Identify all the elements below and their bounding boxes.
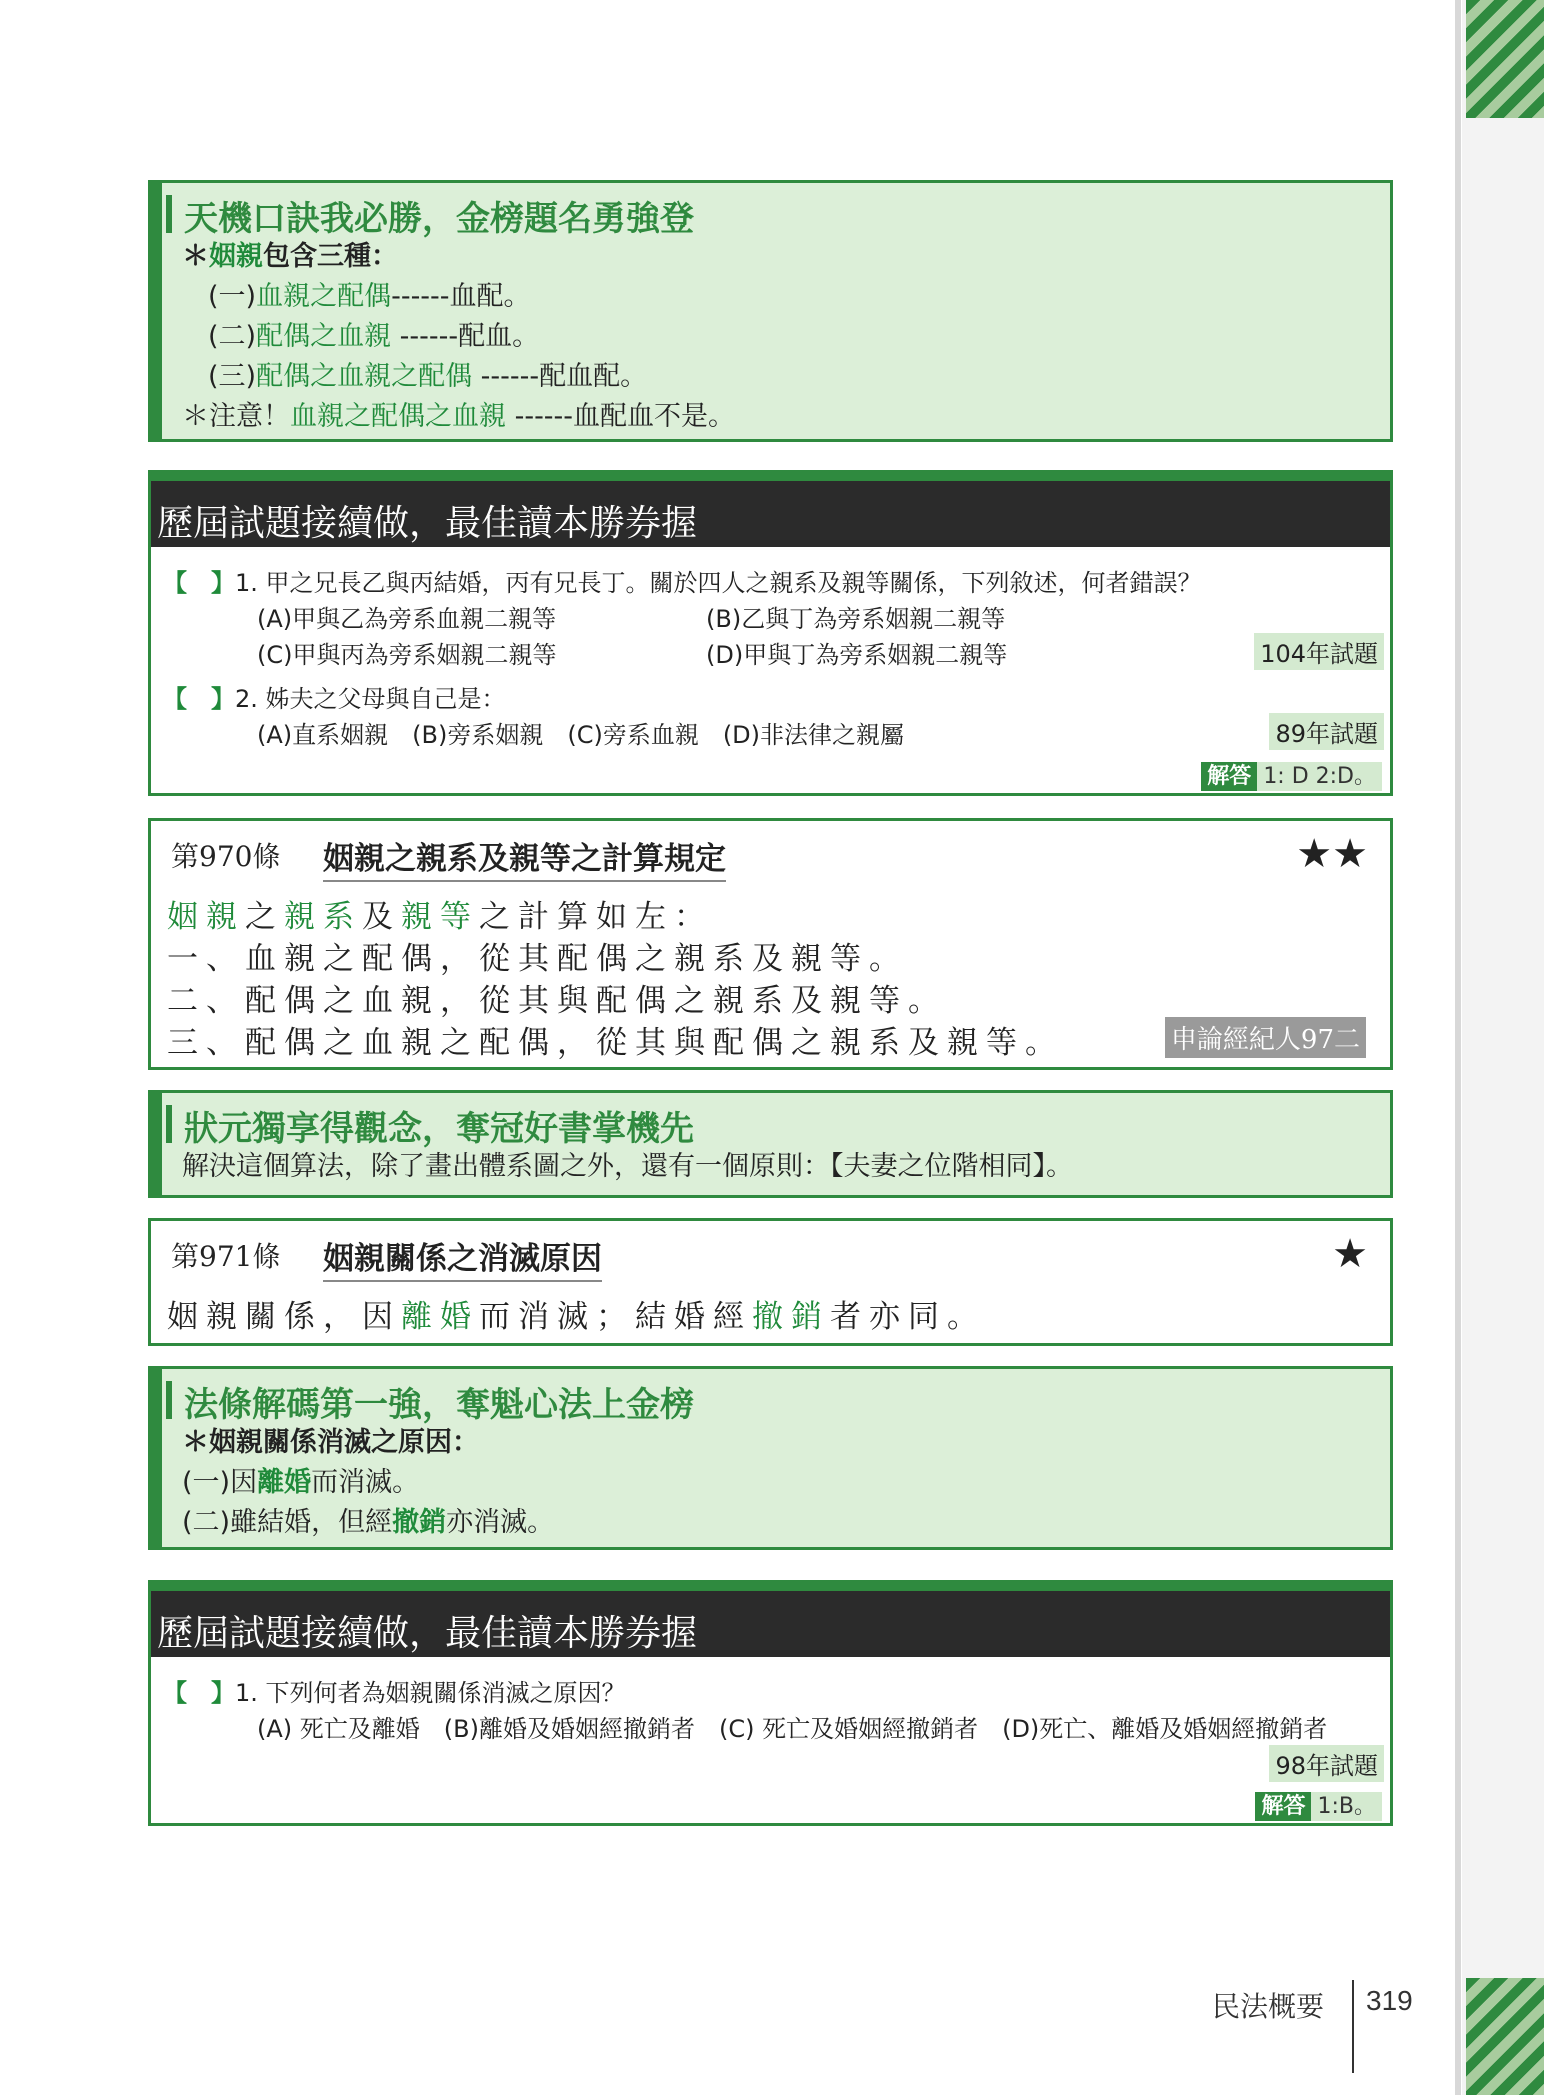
article-title: 姻親關係之消滅原因	[323, 1233, 602, 1282]
tip-line: (一)血親之配偶------血配。	[208, 281, 531, 312]
exam-year-badge: 98年試題	[1269, 1745, 1384, 1782]
article-line-1: 姻親之親系及親等之計算如左：	[167, 899, 713, 935]
article-number: 第970條	[171, 840, 281, 873]
exam-question-box-2	[148, 1580, 1393, 1826]
article-971-box	[148, 1218, 1393, 1346]
article-970-box	[148, 818, 1393, 1070]
footer-divider	[1352, 1980, 1354, 2073]
thumb-tab-top	[1466, 0, 1544, 118]
article-title: 姻親之親系及親等之計算規定	[323, 833, 726, 882]
tip-line: (二)雖結婚，但經撤銷亦消滅。	[182, 1507, 555, 1538]
article-line-2: 一、血親之配偶，從其配偶之親系及親等。	[167, 941, 908, 977]
tip-title: 狀元獨享得觀念，奪冠好書掌機先	[162, 1101, 694, 1150]
answer-key	[1201, 759, 1382, 790]
answer-tag: 解答	[1201, 762, 1257, 791]
exam-box-header	[151, 473, 1390, 547]
option-c: (C)甲與丙為旁系姻親二親等	[257, 641, 557, 669]
page-number: 319	[1366, 1985, 1413, 2016]
article-number: 第971條	[171, 1240, 281, 1273]
exam-box-heading: 歷屆試題接續做，最佳讀本勝券握	[157, 1613, 698, 1654]
answer-key	[1255, 1789, 1382, 1820]
tip-box-kinship-types	[148, 180, 1393, 442]
tip-line: ＊姻親包含三種：	[182, 241, 398, 272]
importance-stars: ★	[1332, 1231, 1368, 1277]
option-d: (D)甲與丁為旁系姻親二親等	[706, 641, 1008, 669]
tip-line: ＊姻親關係消滅之原因：	[182, 1427, 479, 1458]
tip-body	[182, 1423, 554, 1543]
answer-bracket: 【 】	[163, 685, 235, 713]
tip-line: (一)因離婚而消滅。	[182, 1467, 420, 1498]
exam-year-badge: 89年試題	[1269, 713, 1384, 750]
article-line-3: 二、配偶之血親，從其與配偶之親系及親等。	[167, 983, 947, 1019]
tip-box-principle	[148, 1090, 1393, 1198]
article-line-1: 姻親關係，因離婚而消滅；結婚經撤銷者亦同。	[167, 1299, 986, 1335]
question-1	[163, 1673, 626, 1708]
exam-source-badge: 申論經紀人97二	[1165, 1017, 1366, 1058]
question-1	[163, 563, 1202, 598]
answer-tag: 解答	[1255, 1792, 1311, 1821]
answer-bracket: 【 】	[163, 569, 235, 597]
book-title: 民法概要	[1212, 1990, 1325, 2023]
options-inline: (A) 死亡及離婚 (B)離婚及婚姻經撤銷者 (C) 死亡及婚姻經撤銷者 (D)死亡、離婚及婚姻經撤銷者	[257, 1715, 1328, 1743]
question-text: 1. 甲之兄長乙與丙結婚，丙有兄長丁。關於四人之親系及親等關係，下列敘述，何者錯誤？	[235, 569, 1202, 597]
tip-title: 天機口訣我必勝，金榜題名勇強登	[162, 191, 694, 240]
tip-body	[182, 237, 735, 437]
option-b: (B)乙與丁為旁系姻親二親等	[706, 605, 1006, 633]
question-text: 1. 下列何者為姻親關係消滅之原因？	[235, 1679, 626, 1707]
tip-line: ＊注意！血親之配偶之血親 ------血配血不是。	[182, 401, 736, 432]
option-a: (A)甲與乙為旁系血親二親等	[257, 605, 557, 633]
tip-line: (三)配偶之血親之配偶 ------配血配。	[208, 361, 648, 392]
exam-box-heading: 歷屆試題接續做，最佳讀本勝券握	[157, 503, 698, 544]
article-line-4: 三、配偶之血親之配偶，從其與配偶之親系及親等。	[167, 1025, 1064, 1061]
question-text: 2. 姊夫之父母與自己是：	[235, 685, 506, 713]
answer-value: 1:B。	[1311, 1792, 1382, 1821]
exam-question-box-1	[148, 470, 1393, 796]
options-inline: (A)直系姻親 (B)旁系姻親 (C)旁系血親 (D)非法律之親屬	[257, 721, 905, 749]
page-edge-strip	[1462, 0, 1544, 2095]
tip-title: 法條解碼第一強，奪魁心法上金榜	[162, 1377, 694, 1426]
thumb-tab-bottom	[1466, 1978, 1544, 2095]
answer-bracket: 【 】	[163, 1679, 235, 1707]
importance-stars: ★★	[1296, 831, 1368, 877]
exam-box-header	[151, 1583, 1390, 1657]
tip-body: 解決這個算法，除了畫出體系圖之外，還有一個原則：【夫妻之位階相同】。	[182, 1151, 1073, 1182]
exam-year-badge: 104年試題	[1254, 633, 1384, 670]
question-2	[163, 679, 506, 714]
tip-line: (二)配偶之血親 ------配血。	[208, 321, 540, 352]
tip-box-termination	[148, 1366, 1393, 1550]
page-edge-line	[1455, 0, 1461, 2095]
answer-value: 1: D 2:D。	[1257, 762, 1382, 791]
